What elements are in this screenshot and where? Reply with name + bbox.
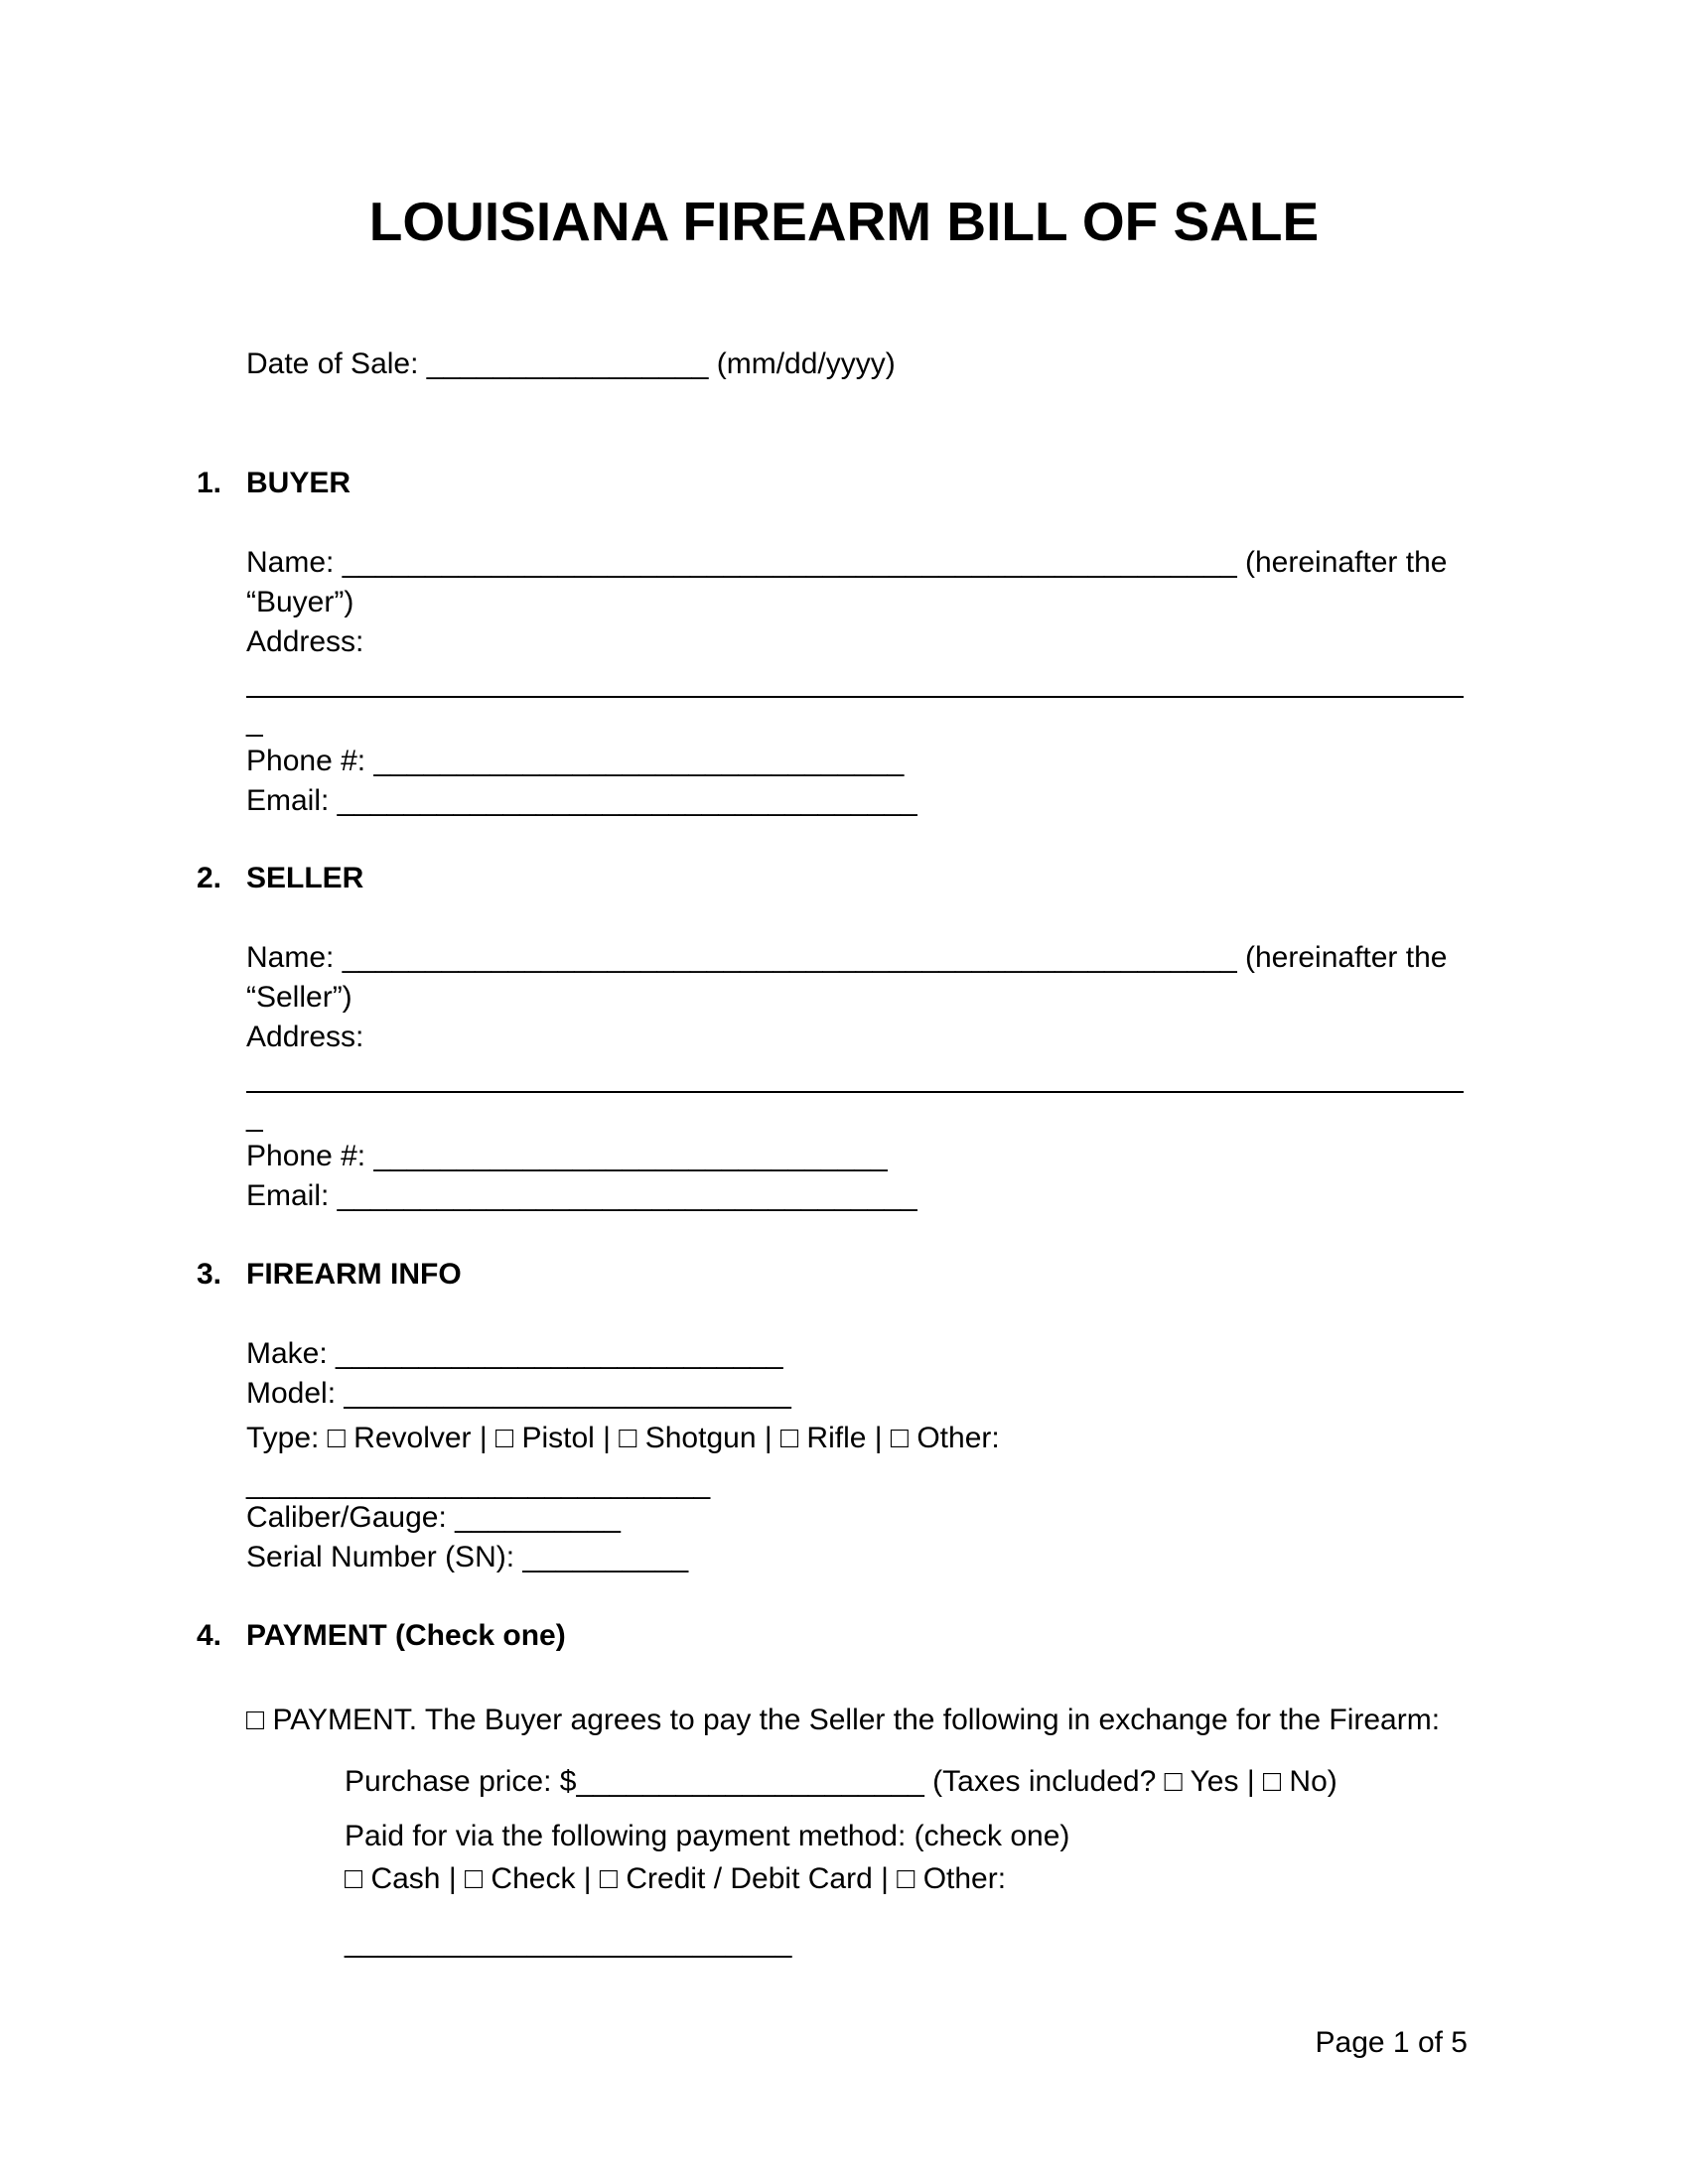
firearm-make-field: Make: ___________________________ bbox=[246, 1337, 783, 1370]
firearm-model-field: Model: ___________________________ bbox=[246, 1377, 791, 1410]
seller-email-field: Email: ___________________________________ bbox=[246, 1179, 917, 1212]
buyer-email-field: Email: ___________________________________ bbox=[246, 784, 917, 817]
seller-address-line bbox=[246, 1091, 1464, 1093]
seller-address-line-tail: _ bbox=[246, 1100, 263, 1133]
payment-method-other-field: ___________________________ bbox=[345, 1926, 792, 1959]
seller-address-label: Address: bbox=[246, 1021, 364, 1053]
payment-method-label: Paid for via the following payment method: (check one) bbox=[345, 1820, 1070, 1852]
section-number-seller: 2. bbox=[197, 862, 222, 894]
buyer-address-line bbox=[246, 696, 1464, 698]
firearm-type-options: Type: □ Revolver | □ Pistol | □ Shotgun | □ Rifle | □ Other: bbox=[246, 1422, 1000, 1454]
section-number-firearm: 3. bbox=[197, 1258, 222, 1291]
seller-name-continuation: “Seller”) bbox=[246, 981, 352, 1014]
firearm-type-other-field: ____________________________ bbox=[246, 1467, 711, 1500]
buyer-phone-field: Phone #: ________________________________ bbox=[246, 745, 905, 777]
seller-name-field: Name: ______________________________________________________ (hereinafter the bbox=[246, 941, 1448, 974]
buyer-name-continuation: “Buyer”) bbox=[246, 586, 354, 618]
section-heading-payment: PAYMENT (Check one) bbox=[246, 1619, 566, 1652]
payment-option-checkbox-line: □ PAYMENT. The Buyer agrees to pay the Seller the following in exchange for the Firearm: bbox=[246, 1704, 1441, 1736]
date-of-sale-field: Date of Sale: _________________ (mm/dd/yyyy) bbox=[246, 347, 896, 380]
section-number-payment: 4. bbox=[197, 1619, 222, 1652]
firearm-caliber-field: Caliber/Gauge: __________ bbox=[246, 1501, 621, 1534]
buyer-address-label: Address: bbox=[246, 625, 364, 658]
page-number: Page 1 of 5 bbox=[1315, 2026, 1468, 2059]
purchase-price-field: Purchase price: $_____________________ (Taxes included? □ Yes | □ No) bbox=[345, 1765, 1337, 1798]
section-heading-seller: SELLER bbox=[246, 862, 364, 894]
buyer-name-field: Name: ______________________________________________________ (hereinafter the bbox=[246, 546, 1448, 579]
section-heading-firearm: FIREARM INFO bbox=[246, 1258, 462, 1291]
payment-method-options: □ Cash | □ Check | □ Credit / Debit Card | □ Other: bbox=[345, 1862, 1007, 1895]
firearm-serial-field: Serial Number (SN): __________ bbox=[246, 1541, 689, 1573]
page-title: LOUISIANA FIREARM BILL OF SALE bbox=[368, 191, 1320, 252]
seller-phone-field: Phone #: _______________________________ bbox=[246, 1140, 888, 1172]
section-number-buyer: 1. bbox=[197, 467, 222, 499]
buyer-address-line-tail: _ bbox=[246, 705, 263, 738]
section-heading-buyer: BUYER bbox=[246, 467, 352, 499]
